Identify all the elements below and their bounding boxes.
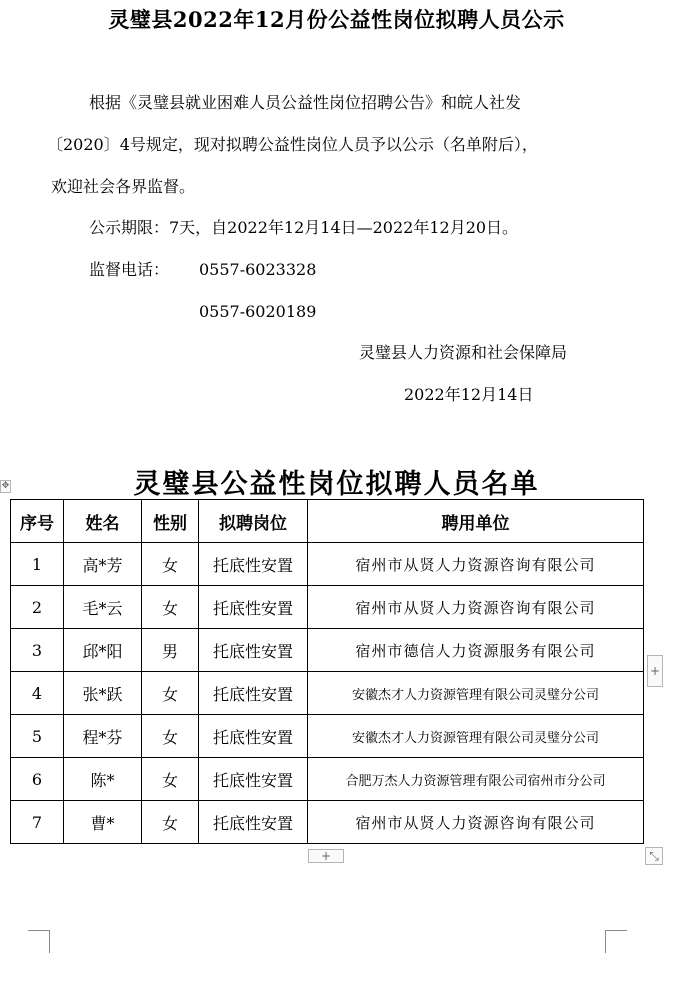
cell-name: 毛*云 — [64, 586, 142, 629]
cell-gender: 女 — [142, 715, 199, 758]
cell-gender: 女 — [142, 672, 199, 715]
table-row — [11, 758, 644, 801]
table-resize-handle[interactable]: ⤡ — [645, 847, 663, 865]
cell-gender: 女 — [142, 801, 199, 844]
cell-no: 2 — [11, 586, 64, 629]
cell-name: 程*芬 — [64, 715, 142, 758]
header-name: 姓名 — [64, 500, 142, 543]
cell-no: 1 — [11, 543, 64, 586]
cell-post: 托底性安置 — [199, 629, 308, 672]
issue-date: 2022年12月14日 — [404, 385, 534, 404]
page-margin-corner-right — [605, 930, 627, 953]
notice-title: 灵璧县2022年12月份公益性岗位拟聘人员公示 — [108, 7, 565, 32]
cell-gender: 男 — [142, 629, 199, 672]
cell-name: 高*芳 — [64, 543, 142, 586]
cell-post: 托底性安置 — [199, 586, 308, 629]
header-unit: 聘用单位 — [308, 500, 644, 543]
notice-period: 公示期限：7天，自2022年12月14日—2022年12月20日。 — [89, 218, 519, 237]
header-gender: 性别 — [142, 500, 199, 543]
table-header-row — [11, 500, 644, 543]
table-row — [11, 672, 644, 715]
cell-unit: 安徽杰才人力资源管理有限公司灵璧分公司 — [308, 715, 644, 758]
phone-label: 监督电话： — [89, 260, 170, 279]
cell-name: 邱*阳 — [64, 629, 142, 672]
issuer: 灵璧县人力资源和社会保障局 — [359, 343, 568, 362]
cell-no: 3 — [11, 629, 64, 672]
roster-title: 灵璧县公益性岗位拟聘人员名单 — [133, 469, 540, 500]
header-post: 拟聘岗位 — [199, 500, 308, 543]
cell-gender: 女 — [142, 586, 199, 629]
header-no: 序号 — [11, 500, 64, 543]
cell-name: 陈* — [64, 758, 142, 801]
phone-number-2: 0557-6020189 — [199, 302, 317, 321]
cell-unit: 宿州市从贤人力资源咨询有限公司 — [308, 801, 644, 844]
cell-post: 托底性安置 — [199, 758, 308, 801]
notice-body-line1: 根据《灵璧县就业困难人员公益性岗位招聘公告》和皖人社发 — [89, 93, 522, 112]
cell-unit: 合肥万杰人力资源管理有限公司宿州市分公司 — [308, 758, 644, 801]
cell-name: 曹* — [64, 801, 142, 844]
add-row-button[interactable]: + — [308, 849, 344, 863]
cell-unit: 宿州市从贤人力资源咨询有限公司 — [308, 586, 644, 629]
cell-gender: 女 — [142, 758, 199, 801]
cell-post: 托底性安置 — [199, 672, 308, 715]
notice-body-line3: 欢迎社会各界监督。 — [51, 177, 196, 196]
add-column-button[interactable]: + — [647, 655, 663, 687]
table-row — [11, 586, 644, 629]
table-row — [11, 629, 644, 672]
phone-number-1: 0557-6023328 — [199, 260, 317, 279]
cell-no: 7 — [11, 801, 64, 844]
table-move-handle[interactable]: ✥ — [1, 481, 10, 491]
page-margin-corner-left — [28, 930, 50, 953]
cell-unit: 宿州市德信人力资源服务有限公司 — [308, 629, 644, 672]
cell-no: 6 — [11, 758, 64, 801]
cell-post: 托底性安置 — [199, 715, 308, 758]
cell-name: 张*跃 — [64, 672, 142, 715]
table-row — [11, 715, 644, 758]
cell-unit: 宿州市从贤人力资源咨询有限公司 — [308, 543, 644, 586]
table-row — [11, 801, 644, 844]
roster-table — [10, 499, 644, 844]
cell-no: 4 — [11, 672, 64, 715]
table-row — [11, 543, 644, 586]
cell-no: 5 — [11, 715, 64, 758]
cell-unit: 安徽杰才人力资源管理有限公司灵璧分公司 — [308, 672, 644, 715]
notice-body-line2: 〔2020〕4号规定，现对拟聘公益性岗位人员予以公示（名单附后）， — [47, 135, 538, 154]
cell-post: 托底性安置 — [199, 543, 308, 586]
cell-post: 托底性安置 — [199, 801, 308, 844]
cell-gender: 女 — [142, 543, 199, 586]
